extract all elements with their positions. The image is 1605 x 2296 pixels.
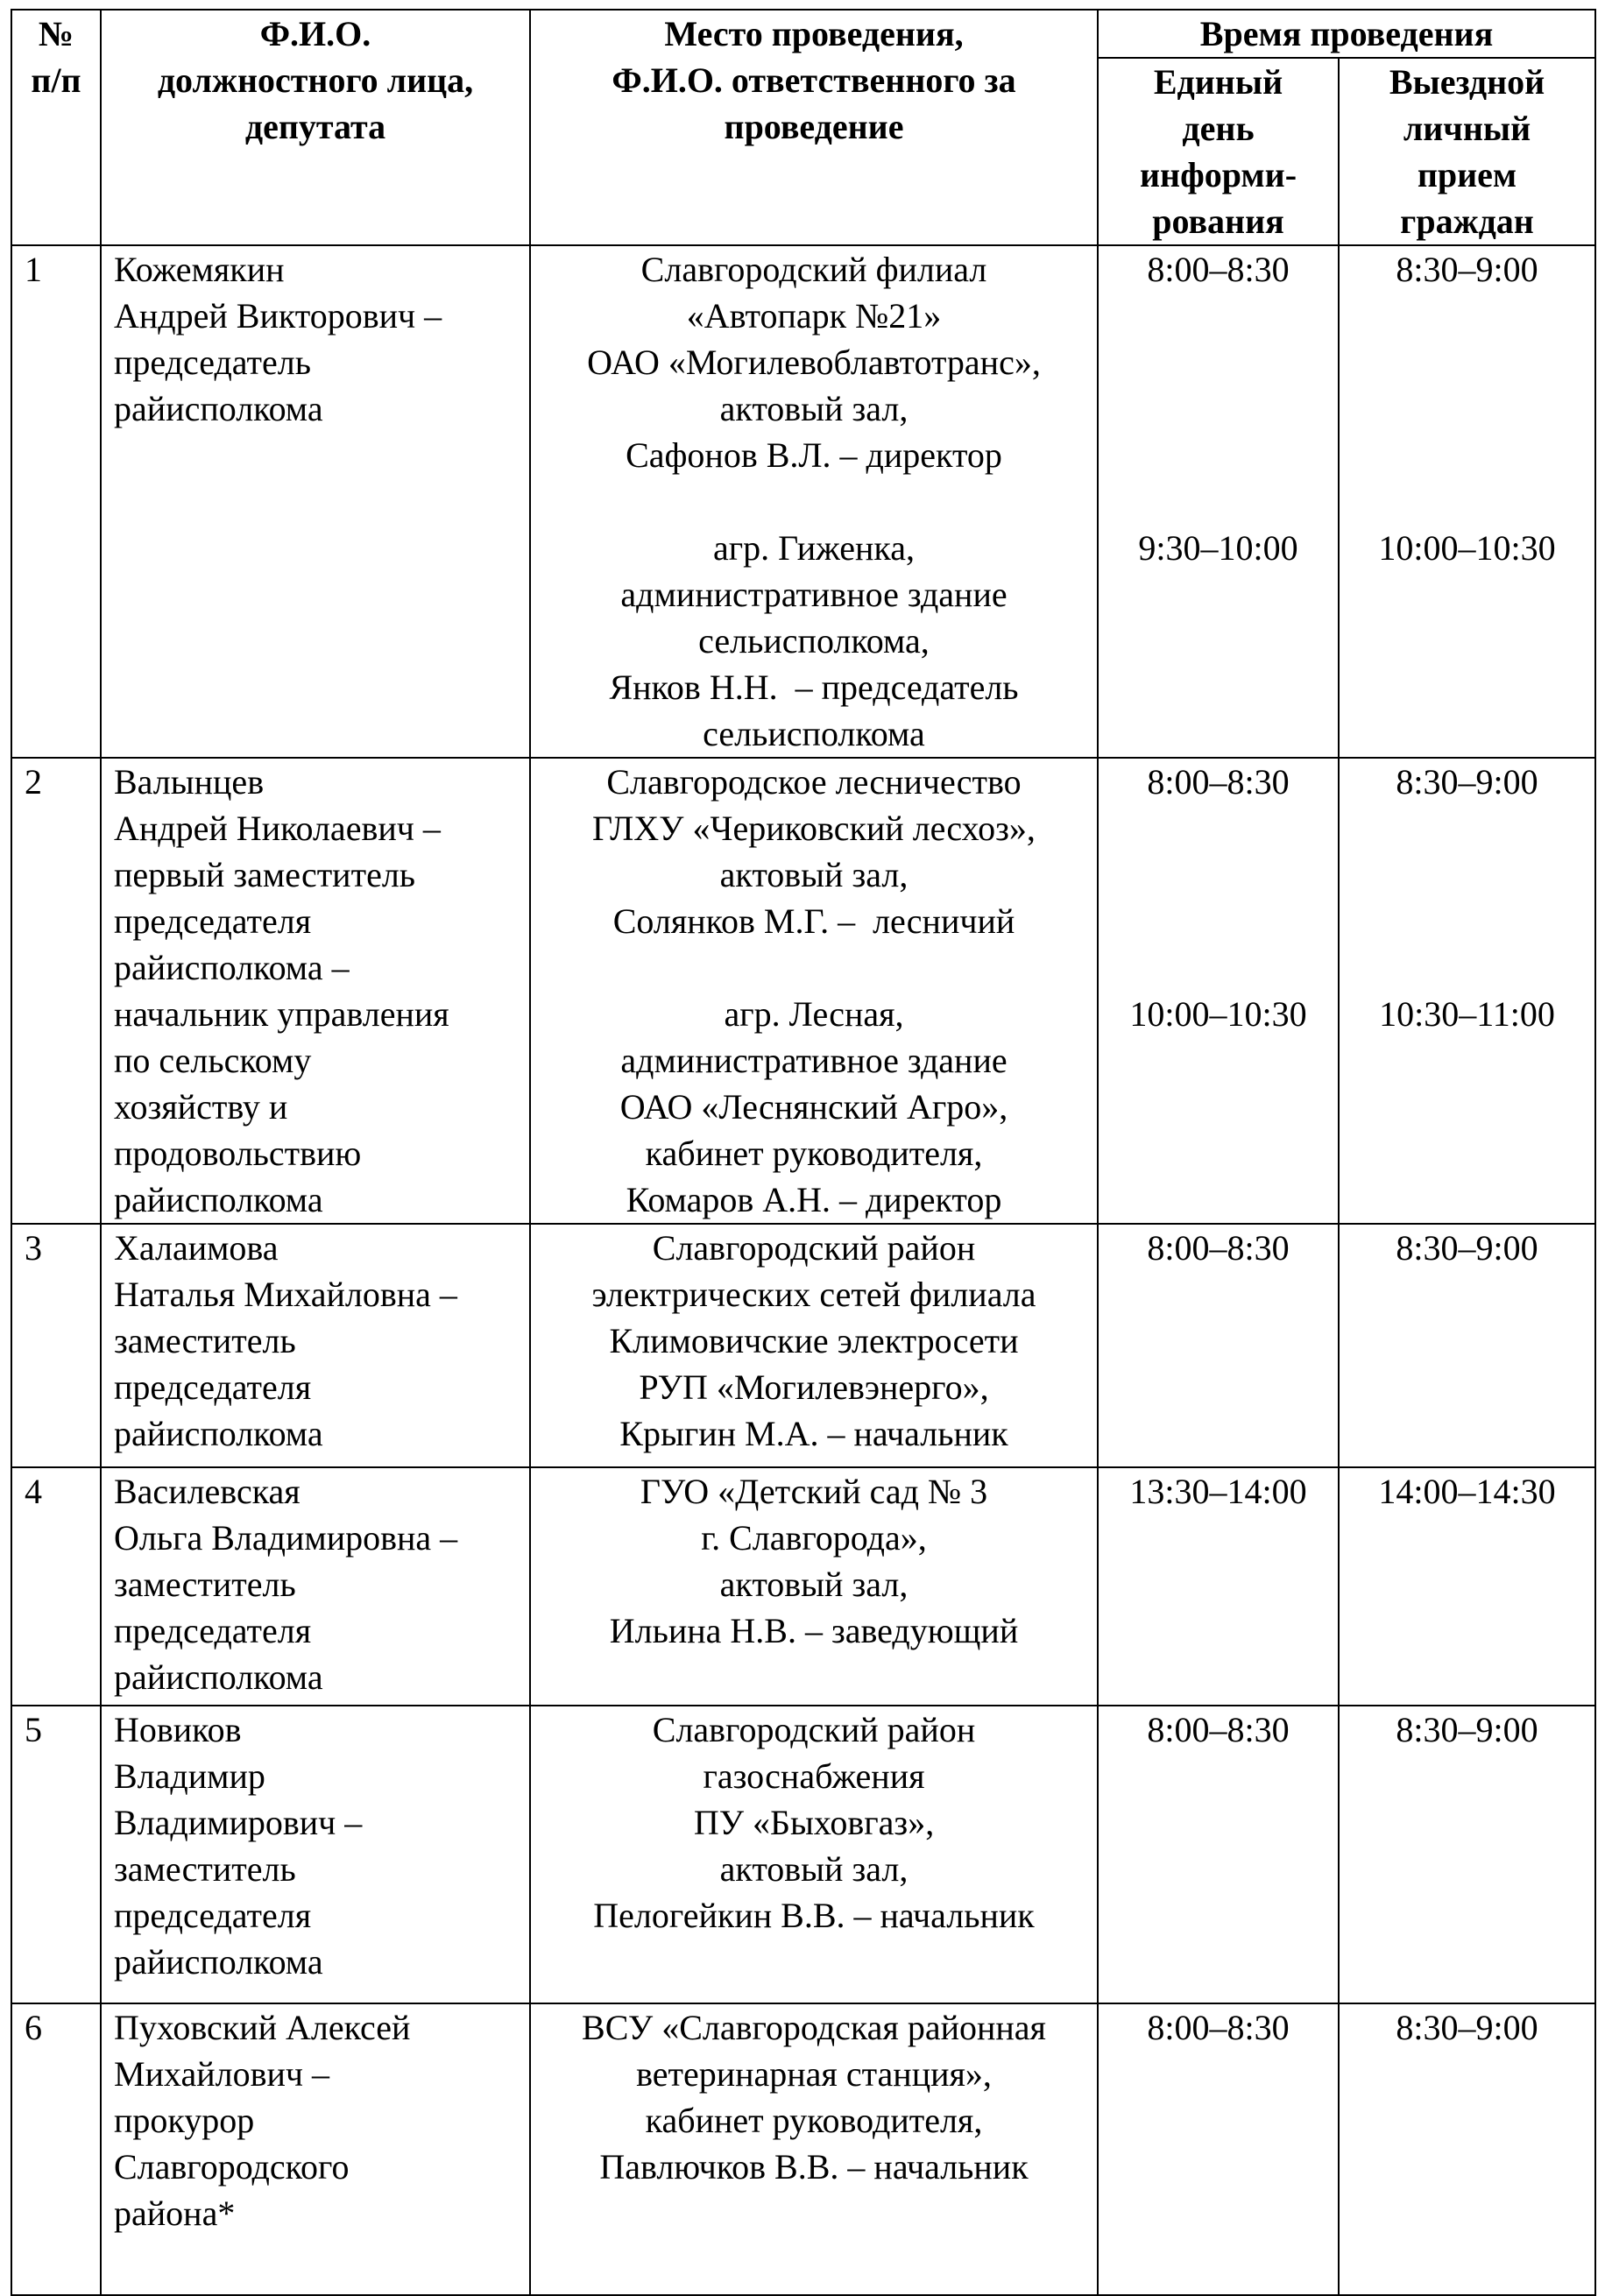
header-line: прием (1417, 155, 1517, 194)
table-row (11, 1706, 1595, 2003)
venue-line: Сафонов В.Л. – директор (626, 435, 1002, 475)
official-name-line: Славгородского (114, 2147, 350, 2186)
venue-line: РУП «Могилевэнерго», (639, 1367, 989, 1407)
header-place (530, 10, 1098, 245)
schedule-body (11, 245, 1595, 2295)
venue-cell (530, 245, 1098, 758)
venue-line: электрических сетей филиала (591, 1275, 1036, 1314)
venue-line: административное здание (620, 1041, 1008, 1080)
official-name-line: хозяйству и (114, 1087, 288, 1127)
reception-time-value: 8:30–9:00 (1396, 1710, 1538, 1749)
header-line: личный (1403, 109, 1531, 148)
venue-line: ВСУ «Славгородская районная (582, 2008, 1046, 2047)
row-number: 4 (11, 1467, 101, 1706)
info-day-time-value: 9:30–10:00 (1138, 528, 1298, 568)
venue-line: ветеринарная станция», (636, 2054, 992, 2094)
reception-time-cell (1339, 245, 1595, 758)
venue-line: Славгородский район (652, 1710, 976, 1749)
venue-line: ГЛХУ «Чериковский лесхоз», (592, 809, 1036, 848)
info-day-time-cell (1098, 758, 1339, 1224)
spacer (1345, 293, 1589, 525)
venue-line: актовый зал, (719, 1565, 909, 1604)
venue-line: кабинет руководителя, (645, 1134, 983, 1173)
official-name-line: Наталья Михайловна – (114, 1275, 457, 1314)
spacer (536, 944, 1092, 991)
info-day-time-cell (1098, 2003, 1339, 2295)
official-name-line: Новиков (114, 1710, 242, 1749)
official-name-line: Владимир (114, 1756, 265, 1796)
venue-line: Янков Н.Н. – председатель (609, 668, 1019, 707)
venue-line: газоснабжения (703, 1756, 925, 1796)
official-name-cell (101, 758, 530, 1224)
reception-time-value: 10:00–10:30 (1378, 528, 1556, 568)
official-name-line: райисполкома – (114, 948, 350, 987)
info-day-time-cell (1098, 245, 1339, 758)
header-info-day (1098, 58, 1339, 245)
venue-line: Крыгин М.А. – начальник (619, 1414, 1008, 1453)
official-name-line: Андрей Викторович – (114, 296, 442, 336)
reception-time-cell (1339, 1224, 1595, 1467)
info-day-time-cell (1098, 1224, 1339, 1467)
info-day-time-cell (1098, 1706, 1339, 2003)
venue-line: ПУ «Быховгаз», (693, 1803, 935, 1842)
official-name-line: Василевская (114, 1472, 300, 1511)
reception-time-cell (1339, 1706, 1595, 2003)
reception-time-cell (1339, 1467, 1595, 1706)
official-name-line: председателя (114, 1896, 312, 1935)
venue-line: Славгородский филиал (640, 250, 987, 289)
venue-line: ГУО «Детский сад № 3 (640, 1472, 988, 1511)
reception-time-value: 8:30–9:00 (1396, 1228, 1538, 1268)
reception-time-value: 8:30–9:00 (1396, 2008, 1538, 2047)
venue-line: Комаров А.Н. – директор (626, 1180, 1002, 1219)
header-line: Единый (1153, 62, 1283, 102)
row-number: 5 (11, 1706, 101, 2003)
spacer (1104, 293, 1333, 525)
official-name-line: прокурор (114, 2101, 255, 2140)
official-name-line: председателя (114, 1367, 312, 1407)
reception-time-value: 10:30–11:00 (1379, 994, 1555, 1034)
venue-line: актовый зал, (719, 389, 909, 428)
table-row (11, 758, 1595, 1224)
official-name-line: Ольга Владимировна – (114, 1518, 458, 1558)
row-number: 3 (11, 1224, 101, 1467)
header-row (11, 10, 1595, 58)
reception-time-value: 8:30–9:00 (1396, 762, 1538, 802)
official-name-line: заместитель (114, 1849, 296, 1889)
venue-line: Павлючков В.В. – начальник (599, 2147, 1029, 2186)
venue-cell (530, 758, 1098, 1224)
row-number: 1 (11, 245, 101, 758)
venue-line: ОАО «Могилевоблавтотранс», (587, 343, 1041, 382)
venue-line: административное здание (620, 575, 1008, 614)
official-name-line: райисполкома (114, 1942, 323, 1982)
venue-cell (530, 1224, 1098, 1467)
official-name-cell (101, 2003, 530, 2295)
info-day-time-value: 8:00–8:30 (1147, 250, 1290, 289)
row-number: 6 (11, 2003, 101, 2295)
official-name-line: продовольствию (114, 1134, 362, 1173)
header-line: Место проведения, (664, 14, 964, 53)
info-day-time-value: 8:00–8:30 (1147, 762, 1290, 802)
table-row (11, 1224, 1595, 1467)
spacer (1104, 805, 1333, 991)
official-name-line: Пуховский Алексей (114, 2008, 411, 2047)
venue-cell (530, 2003, 1098, 2295)
venue-line: «Автопарк №21» (686, 296, 942, 336)
header-line: проведение (724, 107, 904, 146)
venue-line: Славгородское лесничество (606, 762, 1022, 802)
header-line: рования (1152, 201, 1284, 241)
spacer (1345, 805, 1589, 991)
header-line: должностного лица, (157, 60, 474, 100)
header-reception (1339, 58, 1595, 245)
venue-line: Пелогейкин В.В. – начальник (593, 1896, 1035, 1935)
info-day-time-cell (1098, 1467, 1339, 1706)
official-name-cell (101, 1224, 530, 1467)
venue-line: Славгородский район (652, 1228, 976, 1268)
venue-line: ОАО «Леснянский Агро», (619, 1087, 1008, 1127)
reception-time-cell (1339, 758, 1595, 1224)
official-name-line: председатель (114, 343, 311, 382)
header-line: Ф.И.О. ответственного за (612, 60, 1016, 100)
official-name-line: Халаимова (114, 1228, 279, 1268)
official-name-line: председателя (114, 901, 312, 941)
venue-line: Климовичские электросети (609, 1321, 1019, 1360)
official-name-line: первый заместитель (114, 855, 416, 894)
row-number: 2 (11, 758, 101, 1224)
reception-time-cell (1339, 2003, 1595, 2295)
spacer (536, 478, 1092, 525)
reception-time-value: 14:00–14:30 (1378, 1472, 1556, 1511)
official-name-line: по сельскому (114, 1041, 312, 1080)
venue-line: Ильина Н.В. – заведующий (609, 1611, 1019, 1650)
venue-line: Солянков М.Г. – лесничий (612, 901, 1015, 941)
venue-line: г. Славгорода», (701, 1518, 927, 1558)
venue-line: актовый зал, (719, 855, 909, 894)
official-name-cell (101, 245, 530, 758)
info-day-time-value: 8:00–8:30 (1147, 1710, 1290, 1749)
table-row (11, 2003, 1595, 2295)
venue-cell (530, 1467, 1098, 1706)
reception-time-value: 8:30–9:00 (1396, 250, 1538, 289)
table-row (11, 245, 1595, 758)
official-name-line: райисполкома (114, 1180, 323, 1219)
info-day-time-value: 8:00–8:30 (1147, 1228, 1290, 1268)
official-name-line: райисполкома (114, 389, 323, 428)
table-row (11, 1467, 1595, 1706)
schedule-table (11, 9, 1596, 2296)
official-name-cell (101, 1706, 530, 2003)
header-line: день (1182, 109, 1255, 148)
header-line: депутата (244, 107, 386, 146)
official-name-cell (101, 1467, 530, 1706)
official-name-line: Владимирович – (114, 1803, 363, 1842)
venue-line: агр. Лесная, (724, 994, 904, 1034)
official-name-line: Кожемякин (114, 250, 285, 289)
header-line: Выездной (1389, 62, 1545, 102)
official-name-line: райисполкома (114, 1414, 323, 1453)
header-line: п/п (31, 60, 81, 100)
official-name-line: райисполкома (114, 1657, 323, 1697)
venue-line: актовый зал, (719, 1849, 909, 1889)
official-name-line: начальник управления (114, 994, 449, 1034)
official-name-line: председателя (114, 1611, 312, 1650)
venue-cell (530, 1706, 1098, 2003)
official-name-line: района* (114, 2194, 236, 2233)
official-name-line: Андрей Николаевич – (114, 809, 441, 848)
header-line: № (38, 14, 74, 53)
header-person (101, 10, 530, 245)
official-name-line: заместитель (114, 1321, 296, 1360)
info-day-time-value: 10:00–10:30 (1129, 994, 1307, 1034)
header-num (11, 10, 101, 245)
official-name-line: заместитель (114, 1565, 296, 1604)
header-line: Ф.И.О. (259, 14, 371, 53)
header-line: информи- (1139, 155, 1297, 194)
venue-line: сельисполкома (703, 714, 925, 753)
info-day-time-value: 8:00–8:30 (1147, 2008, 1290, 2047)
info-day-time-value: 13:30–14:00 (1129, 1472, 1307, 1511)
venue-line: кабинет руководителя, (645, 2101, 983, 2140)
official-name-line: Михайлович – (114, 2054, 329, 2094)
venue-line: агр. Гиженка, (712, 528, 916, 568)
venue-line: сельисполкома, (698, 621, 930, 661)
header-time-group: Время проведения (1098, 10, 1595, 58)
official-name-line: Валынцев (114, 762, 265, 802)
header-line: граждан (1400, 201, 1534, 241)
